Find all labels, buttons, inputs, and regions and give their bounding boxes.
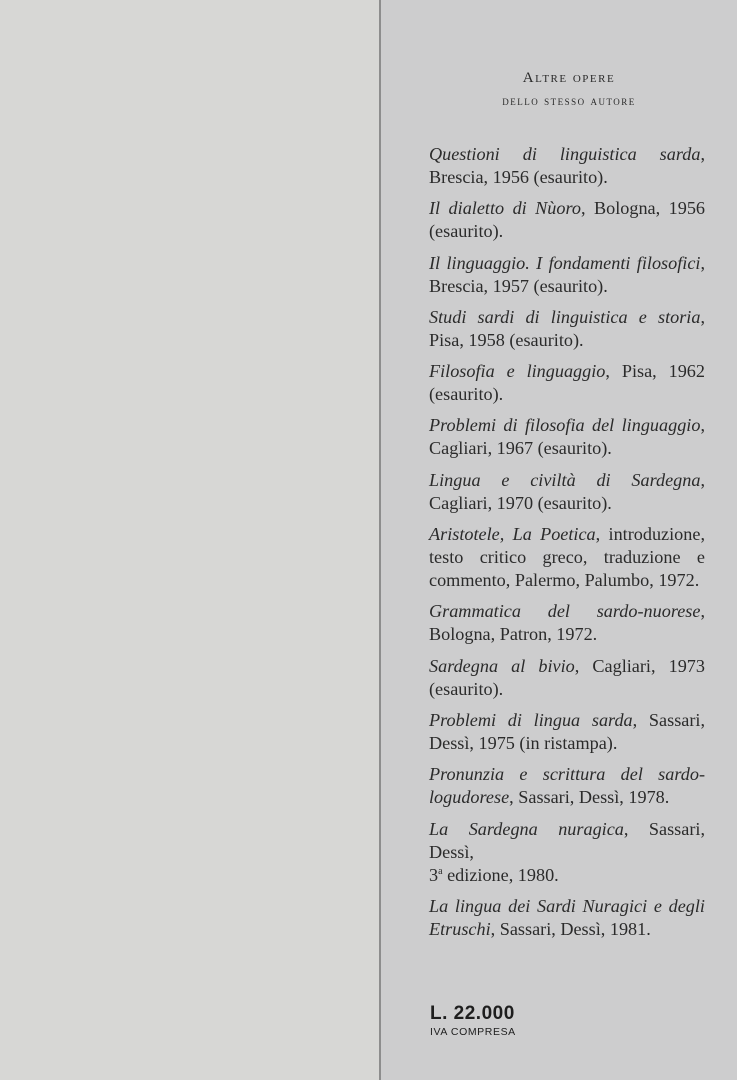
list-item (429, 414, 705, 460)
list-item (429, 469, 705, 515)
work-title: Il dialetto di Nùoro (429, 198, 581, 219)
work-details: , Bologna, Patron, 1972. (429, 601, 705, 645)
work-title: Filosofia e linguaggio (429, 361, 606, 382)
work-title: Aristotele, La Poetica (429, 524, 596, 545)
vat-note: IVA COMPRESA (430, 1026, 516, 1038)
work-title: Grammatica del sardo-nuorese (429, 601, 701, 622)
work-title: Problemi di filosofia del linguaggio (429, 415, 701, 436)
list-item (429, 143, 705, 189)
work-details: , Sassari, Dessì, 1981. (490, 918, 651, 939)
work-title: La lingua dei Sardi Nuragici e degli Etruschi (429, 895, 705, 939)
heading-line-2: dello stesso autore (502, 93, 636, 108)
list-item (429, 252, 705, 298)
work-details: , Sassari, Dessì, 1978. (509, 787, 670, 808)
list-item (429, 360, 705, 406)
work-details: , Sassari, Dessì, 1975 (in ristampa). (429, 709, 706, 753)
work-title: Studi sardi di linguistica e storia (429, 306, 701, 327)
edition-superscript: a (438, 865, 443, 877)
work-title: Pronunzia e scrittura del sardo-logudorese (429, 764, 705, 808)
work-title: Questioni di linguistica sarda (429, 144, 701, 164)
work-title: La Sardegna nuragica (429, 818, 624, 839)
work-details: , introduzione, testo critico greco, traduzione e commento, Palermo, Palumbo, 1972. (429, 524, 705, 591)
edition-details: edizione, 1980. (442, 864, 559, 885)
work-details: , Sassari, Dessì, (429, 818, 705, 862)
work-details: , Cagliari, 1967 (esaurito). (429, 415, 705, 459)
work-title: Lingua e civiltà di Sardegna (429, 469, 701, 490)
work-title: Sardegna al bivio (429, 655, 575, 676)
work-details: , Bologna, 1956 (esaurito). (429, 198, 706, 242)
list-item (429, 523, 705, 592)
work-details: , Cagliari, 1970 (esaurito). (429, 469, 705, 513)
section-heading (381, 70, 737, 109)
list-item (429, 709, 705, 755)
work-details: , Pisa, 1962 (esaurito). (429, 361, 705, 405)
work-details: , Brescia, 1956 (esaurito). (429, 144, 705, 187)
edition-number: 3 (429, 864, 439, 885)
work-details: , Pisa, 1958 (esaurito). (429, 306, 705, 350)
list-item (429, 306, 705, 352)
list-item (429, 600, 705, 646)
list-item (429, 655, 705, 701)
heading-line-1: Altre opere (522, 70, 616, 86)
list-item (429, 197, 705, 243)
price-block (430, 1003, 516, 1038)
work-details: , Brescia, 1957 (esaurito). (429, 252, 705, 296)
list-item (429, 818, 705, 887)
work-title: Il linguaggio. I fondamenti filosofici (429, 252, 701, 273)
list-item (429, 763, 705, 809)
works-list (429, 143, 705, 949)
list-item (429, 895, 705, 941)
price-amount: L. 22.000 (430, 1003, 515, 1024)
work-details: , Cagliari, 1973 (esaurito). (429, 655, 705, 699)
work-title: Problemi di lingua sarda (429, 709, 633, 730)
